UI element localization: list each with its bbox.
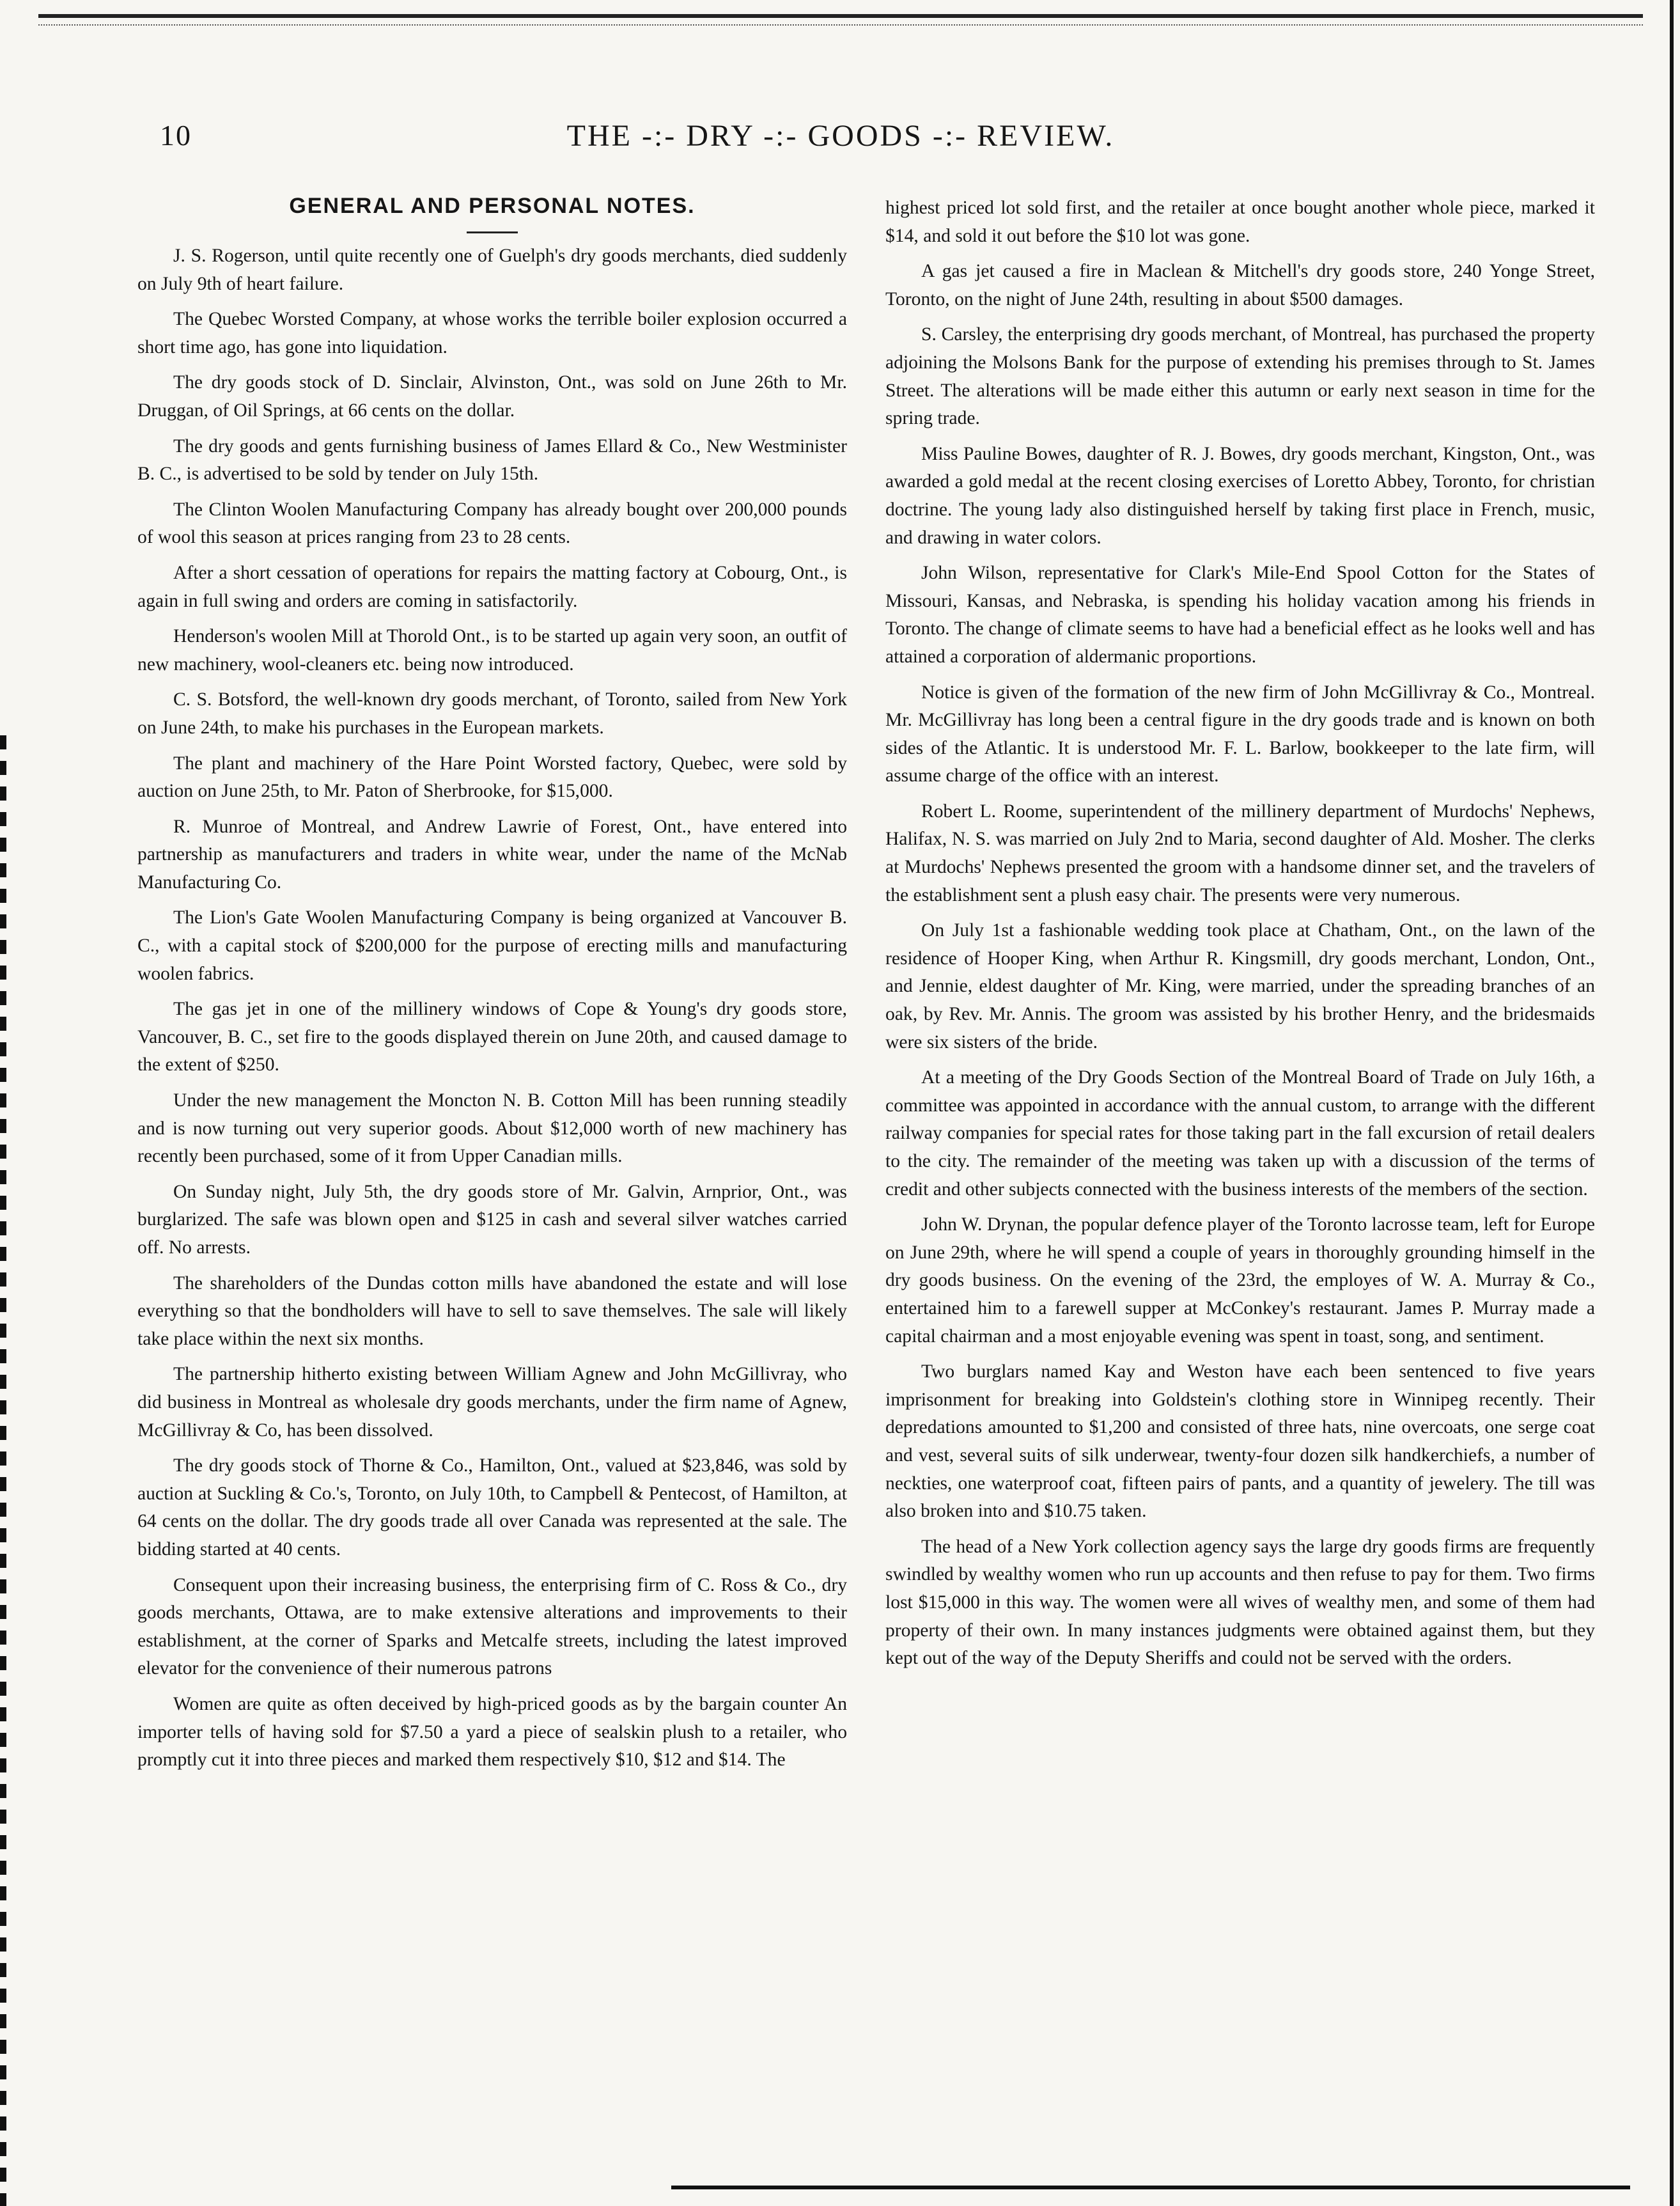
news-item: C. S. Botsford, the well-known dry goods merchant, of Toronto, sailed from New York on June 24th, to make his purchases in the European markets. xyxy=(137,689,847,738)
right-column xyxy=(885,194,1595,1680)
news-item: Henderson's woolen Mill at Thorold Ont., is to be started up again very soon, an outfit of new machinery, wool-cleaners etc. being now introduced. xyxy=(137,626,847,675)
left-column xyxy=(137,191,847,1782)
news-item: Under the new management the Moncton N. B. Cotton Mill has been running steadily and is now turning out very superior goods. About $12,000 worth of new machinery has recently been purchased, some of it from Upper Canadian mills. xyxy=(137,1090,847,1167)
news-item: The shareholders of the Dundas cotton mills have abandoned the estate and will lose everything so that the bondholders will have to sell to save themselves. The sale will likely take place within the next six months. xyxy=(137,1272,847,1349)
news-item: After a short cessation of operations for repairs the matting factory at Cobourg, Ont., is again in full swing and orders are coming in satisfactorily. xyxy=(137,562,847,611)
news-item: On July 1st a fashionable wedding took place at Chatham, Ont., on the lawn of the residence of Hooper King, when Arthur R. Kingsmill, dry goods merchant, London, Ont., and Jennie, eldest daughter of Mr. King, were married, under the spreading branches of an oak, by Rev. Mr. Annis. The groom was assisted by his brother Henry, and the bridesmaids were six sisters of the bride. xyxy=(885,920,1595,1052)
news-item: The dry goods stock of Thorne & Co., Hamilton, Ont., valued at $23,846, was sold by auction at Suckling & Co.'s, Toronto, on July 10th, to Campbell & Pentecost, of Hamilton, at 64 cents on the dollar. The dry goods trade all over Canada was represented at the sale. The bidding started at 40 cents. xyxy=(137,1455,847,1560)
news-item: Robert L. Roome, superintendent of the millinery department of Murdochs' Nephews, Halifax, N. S. was married on July 2nd to Maria, second daughter of Ald. Mosher. The clerks at Murdochs' Nephews presented the groom with a handsome dinner set, and the travelers of the establishment sent a plush easy chair. The presents were very numerous. xyxy=(885,801,1595,905)
top-border-rule xyxy=(38,14,1643,26)
news-item: R. Munroe of Montreal, and Andrew Lawrie of Forest, Ont., have entered into partnership as manufacturers and traders in white wear, under the name of the McNab Manufacturing Co. xyxy=(137,816,847,893)
news-item: Notice is given of the formation of the new firm of John McGillivray & Co., Montreal. Mr. McGillivray has long been a central figure in the dry goods trade and is known on both sides of the Atlantic. It is understood Mr. F. L. Barlow, bookkeeper to the late firm, will assume charge of the office with an interest. xyxy=(885,682,1595,786)
news-item: Women are quite as often deceived by high-priced goods as by the bargain counter An importer tells of having sold for $7.50 a yard a piece of sealskin plush to a retailer, who promptly cut it into three pieces and marked them respectively $10, $12 and $14. The xyxy=(137,1693,847,1771)
news-item: The head of a New York collection agency says the large dry goods firms are frequently swindled by wealthy women who run up accounts and then refuse to pay for them. Two firms lost $15,000 in this way. The women were all wives of wealthy men, and some of them had property of their own. In many instances judgments were obtained against them, but they kept out of the way of the Deputy Sheriffs and could not be served with the orders. xyxy=(885,1536,1595,1669)
page-number: 10 xyxy=(160,119,192,152)
news-item: The Quebec Worsted Company, at whose works the terrible boiler explosion occurred a short time ago, has gone into liquidation. xyxy=(137,309,847,357)
title-divider xyxy=(467,231,518,233)
news-item: The Lion's Gate Woolen Manufacturing Company is being organized at Vancouver B. C., with a capital stock of $200,000 for the purpose of erecting mills and manufacturing woolen fabrics. xyxy=(137,907,847,984)
news-item: At a meeting of the Dry Goods Section of the Montreal Board of Trade on July 16th, a committee was appointed in accordance with the annual custom, to arrange with the different railway companies for special rates for those taking part in the fall excursion of retail dealers to the city. The remainder of the meeting was taken up with a discussion of the terms of credit and other subjects connected with the business interests of the members of the section. xyxy=(885,1067,1595,1200)
bottom-border-rule xyxy=(671,2186,1630,2189)
news-item: John Wilson, representative for Clark's Mile-End Spool Cotton for the States of Missouri, Kansas, and Nebraska, is spending his holiday vacation among his friends in Toronto. The change of climate seems to have had a beneficial effect as he looks well and has attained a corporation of aldermanic proportions. xyxy=(885,563,1595,667)
news-item: The Clinton Woolen Manufacturing Company has already bought over 200,000 pounds of wool this season at prices ranging from 23 to 28 cents. xyxy=(137,499,847,548)
news-item: The dry goods stock of D. Sinclair, Alvinston, Ont., was sold on June 26th to Mr. Druggan, of Oil Springs, at 66 cents on the dollar. xyxy=(137,372,847,421)
section-title: GENERAL AND PERSONAL NOTES. xyxy=(289,194,696,218)
running-title: THE -:- DRY -:- GOODS -:- REVIEW. xyxy=(566,119,1115,153)
news-item: The gas jet in one of the millinery windows of Cope & Young's dry goods store, Vancouver, B. C., set fire to the goods displayed therein on June 20th, and caused damage to the extent of $250. xyxy=(137,999,847,1076)
news-item: The partnership hitherto existing between William Agnew and John McGillivray, who did business in Montreal as wholesale dry goods merchants, under the firm name of Agnew, McGillivray & Co, has been dissolved. xyxy=(137,1364,847,1441)
news-item-continued: highest priced lot sold first, and the retailer at once bought another whole piece, marked it $14, and sold it out before the $10 lot was gone. xyxy=(885,198,1595,246)
news-item: The plant and machinery of the Hare Point Worsted factory, Quebec, were sold by auction on June 25th, to Mr. Paton of Sherbrooke, for $15,000. xyxy=(137,753,847,802)
news-item: John W. Drynan, the popular defence player of the Toronto lacrosse team, left for Europe on June 29th, where he will spend a couple of years in thoroughly grounding himself in the dry goods business. On the evening of the 23rd, the employes of W. A. Murray & Co., entertained him to a farewell supper at McConkey's restaurant. James P. Murray made a capital chairman and a most enjoyable evening was spent in toast, song, and sentiment. xyxy=(885,1214,1595,1347)
news-item: A gas jet caused a fire in Maclean & Mitchell's dry goods store, 240 Yonge Street, Toronto, on the night of June 24th, resulting in about $500 damages. xyxy=(885,261,1595,309)
news-item: Two burglars named Kay and Weston have each been sentenced to five years imprisonment for breaking into Goldstein's clothing store in Winnipeg recently. Their depredations amounted to $1,200 and consisted of three hats, nine overcoats, one serge coat and vest, several suits of silk underwear, twenty-four dozen silk handkerchiefs, a number of neckties, one waterproof coat, fifteen pairs of pants, and a quantity of jewelery. The till was also broken into and $10.75 taken. xyxy=(885,1361,1595,1522)
news-item: Consequent upon their increasing business, the enterprising firm of C. Ross & Co., dry goods merchants, Ottawa, are to make extensive alterations and improvements to their establishment, at the corner of Sparks and Metcalfe streets, including the latest improved elevator for the convenience of their numerous patrons xyxy=(137,1574,847,1679)
news-item: On Sunday night, July 5th, the dry goods store of Mr. Galvin, Arnprior, Ont., was burglarized. The safe was blown open and $125 in cash and several silver watches carried off. No arrests. xyxy=(137,1181,847,1258)
right-border-rule xyxy=(1670,0,1674,2206)
news-item: J. S. Rogerson, until quite recently one of Guelph's dry goods merchants, died suddenly on July 9th of heart failure. xyxy=(137,246,847,294)
left-binding-edge xyxy=(0,735,6,2206)
news-item: S. Carsley, the enterprising dry goods merchant, of Montreal, has purchased the property adjoining the Molsons Bank for the purpose of extending his premises through to St. James Street. The alterations will be made either this autumn or early next season in time for the spring trade. xyxy=(885,324,1595,429)
page-header xyxy=(58,118,1624,169)
news-item: The dry goods and gents furnishing business of James Ellard & Co., New Westminister B. C., is advertised to be sold by tender on July 15th. xyxy=(137,435,847,485)
news-item: Miss Pauline Bowes, daughter of R. J. Bowes, dry goods merchant, Kingston, Ont., was awarded a gold medal at the recent closing exercises of Loretto Abbey, Toronto, for christian doctrine. The young lady also distinguished herself by taking first place in French, music, and drawing in water colors. xyxy=(885,443,1595,548)
